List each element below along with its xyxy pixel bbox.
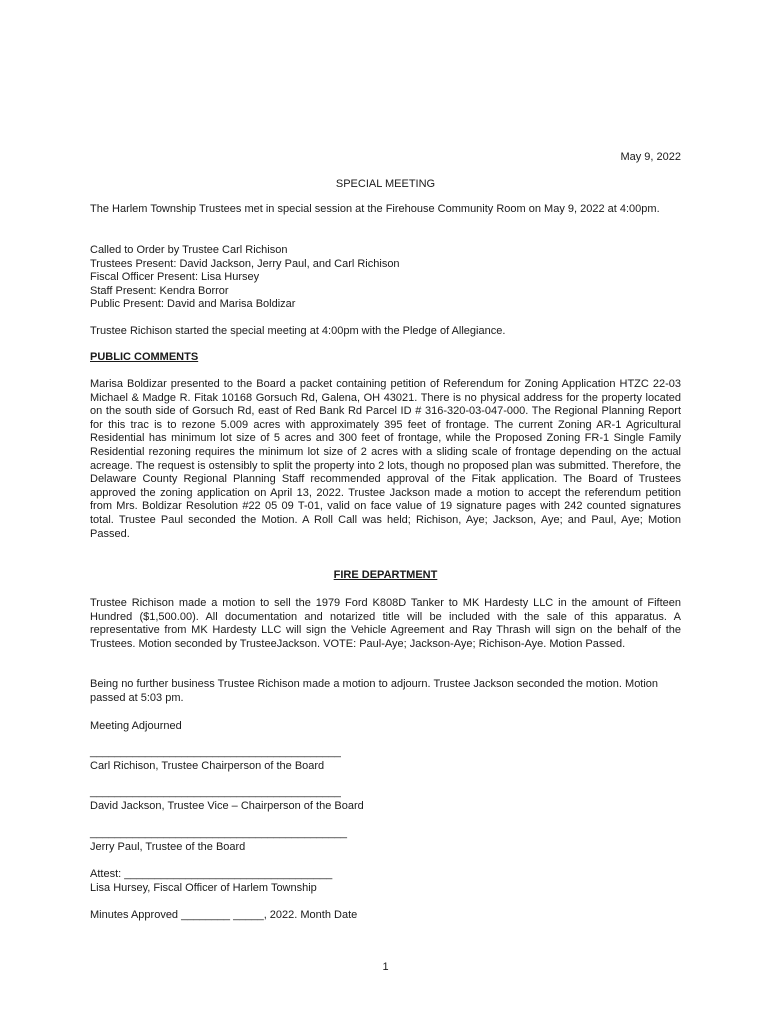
fire-department-body: Trustee Richison made a motion to sell the 1979 Ford K808D Tanker to MK Hardesty LLC in the amount of Fifteen Hundred ($1,500.00). All documentation and notarized title will be included with the sale of this apparatus. A representative from MK Hardesty LLC will sign the Vehicle Agreement and Ray Thrash will sign on the behalf of the Trustees. Motion seconded by TrusteeJackson. VOTE: Paul-Aye; Jackson-Aye; Richison-Aye. Motion Passed. bbox=[90, 597, 681, 650]
intro-paragraph: The Harlem Township Trustees met in special session at the Firehouse Community Room on May 9, 2022 at 4:00pm. bbox=[90, 203, 660, 215]
signature-block-chair bbox=[90, 746, 681, 773]
signature-block-trustee bbox=[90, 827, 681, 854]
page-number: 1 bbox=[382, 961, 389, 973]
document-page bbox=[90, 0, 681, 1024]
adjourn-paragraph: Being no further business Trustee Richison made a motion to adjourn. Trustee Jackson seconded the motion. Motion passed at 5:03 pm. bbox=[90, 678, 659, 704]
signature-line: _________________________________________ bbox=[90, 786, 341, 798]
attendance-item: Trustees Present: David Jackson, Jerry Paul, and Carl Richison bbox=[90, 257, 400, 270]
attendance-item: Called to Order by Trustee Carl Richison bbox=[90, 244, 288, 256]
pledge-paragraph: Trustee Richison started the special meeting at 4:00pm with the Pledge of Allegiance. bbox=[90, 325, 506, 337]
meeting-date: May 9, 2022 bbox=[620, 151, 681, 163]
public-comments-body: Marisa Boldizar presented to the Board a packet containing petition of Referendum for Zoning Application HTZC 22-03 Michael & Madge R. Fitak 10168 Gorsuch Rd, Galena, OH 43021. There is no physical address for the property located on the south side of Gorsuch Rd, east of Red Bank Rd Parcel ID # 316-320-03-047-000. The Regional Planning Report for this trac is to rezone 5.009 acres with approximately 395 feet of frontage. The current Zoning AR-1 Agricultural Residential has minimum lot size of 5 acres and 300 feet of frontage, while the Proposed Zoning FR-1 Single Family Residential rezoning requires the minimum lot size of 2 acres with a sliding scale of frontage depending on the actual acreage. The request is ostensibly to split the property into 2 lots, though no proposed plan was submitted. Therefore, the Delaware County Regional Planning Staff recommended approval of the Fitak application. The Board of Trustees approved the zoning application on April 13, 2022. Trustee Jackson made a motion to accept the referendum petition from Mrs. Boldizar Resolution #22 05 09 T-01, valid on face value of 19 signature pages with 242 counted signatures total. Trustee Paul seconded the Motion. A Roll Call was held; Richison, Aye; Jackson, Aye; and Paul, Aye; Motion Passed. bbox=[90, 378, 681, 540]
signature-line: __________________________________________ bbox=[90, 827, 347, 839]
meeting-adjourned-text: Meeting Adjourned bbox=[90, 720, 182, 732]
attendance-item: Public Present: David and Marisa Boldizar bbox=[90, 298, 296, 311]
minutes-approved-line: Minutes Approved ________ _____, 2022. Month Date bbox=[90, 909, 358, 921]
attest-line: Attest: __________________________________ bbox=[90, 868, 333, 880]
attendance-item: Staff Present: Kendra Borror bbox=[90, 284, 229, 297]
signature-block-vice-chair bbox=[90, 786, 681, 813]
attendance-item: Fiscal Officer Present: Lisa Hursey bbox=[90, 271, 260, 284]
signature-label: Jerry Paul, Trustee of the Board bbox=[90, 840, 246, 853]
signature-label: David Jackson, Trustee Vice – Chairperson of the Board bbox=[90, 799, 364, 812]
attendance-list bbox=[90, 244, 681, 312]
signature-block-attest bbox=[90, 868, 681, 895]
document-title: SPECIAL MEETING bbox=[335, 178, 436, 190]
signature-label: Lisa Hursey, Fiscal Officer of Harlem Township bbox=[90, 881, 317, 894]
public-comments-heading: PUBLIC COMMENTS bbox=[90, 351, 199, 363]
fire-department-heading: FIRE DEPARTMENT bbox=[333, 569, 438, 581]
signature-line: _________________________________________ bbox=[90, 746, 341, 758]
signature-label: Carl Richison, Trustee Chairperson of the Board bbox=[90, 759, 325, 772]
